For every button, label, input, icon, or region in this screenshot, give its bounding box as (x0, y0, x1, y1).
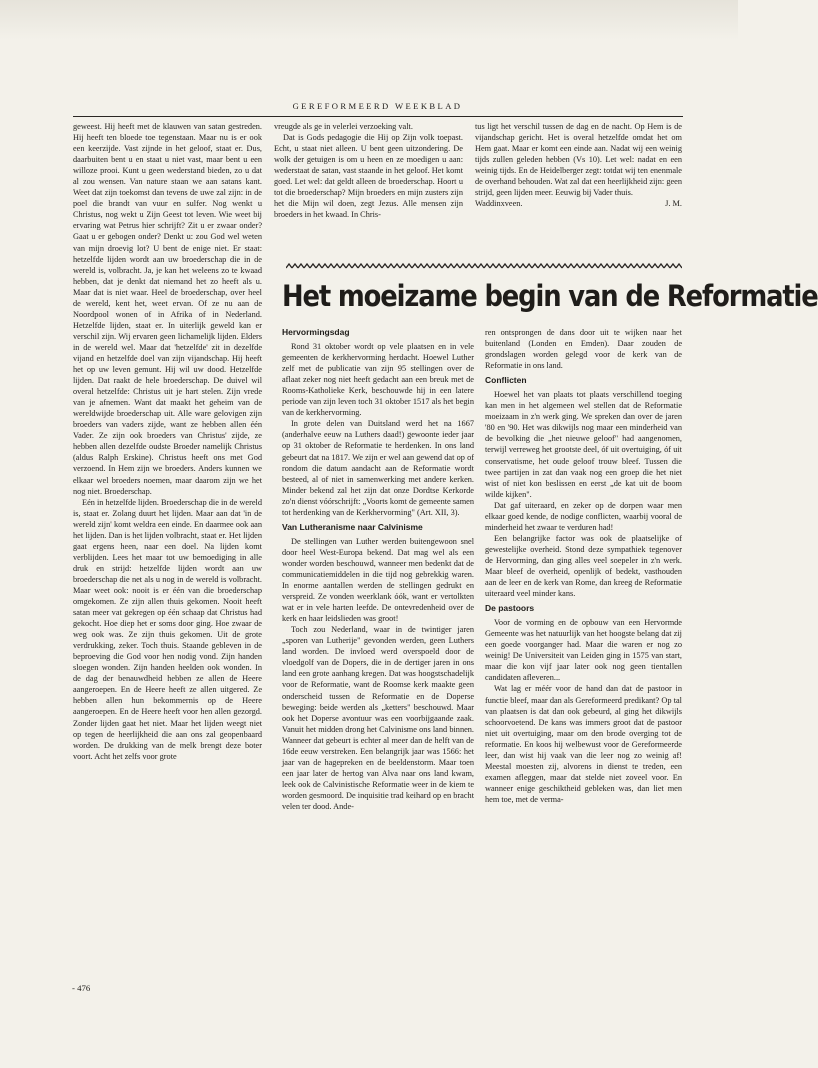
section-heading: De pastoors (485, 603, 535, 614)
paragraph: Rond 31 oktober wordt op vele plaatsen en in vele gemeenten de kerkhervorming herdacht. Hoewel Luther zelf met de publicatie van zijn 95 stellingen over de aflaat zeker nog niet heeft gedacht aan een breuk met de Rooms-Katholieke Kerk, beschouwde hij in een latere periode van zijn leven toch 31 oktober 1517 als het begin van de kerkhervorming. (282, 342, 474, 418)
article-column-right (485, 327, 682, 982)
paragraph: Dat is Gods pedagogie die Hij op Zijn volk toepast. Echt, u staat niet alleen. U bent geen uitzondering. De wolk der getuigen is om u heen en ze moedigen u aan: wederstaat de satan, vast staande in het geloof. Het komt goed. Let wel: dat geldt alleen de broederschap. Hoort u tot die broederschap? Mijn broeders en mijn zusters zijn het die Mijn wil doen, zegt Jezus. Alle mensen zijn broeders in het kwaad. In Chris- (274, 133, 463, 220)
signature-initials: J. M. (665, 199, 682, 209)
section-heading: Hervormingsdag (282, 327, 350, 337)
decorative-separator (286, 262, 682, 270)
paragraph: Eén in hetzelfde lijden. Broederschap die in de wereld is, staat er. Zolang duurt het lijden. Maar aan dat 'in de wereld zijn' komt weldra een einde. En daarmee ook aan het lijden. Dan is het lijden volbracht, staat er. Het lijden gaat ergens heen, naar een doel. Na lijden komt verblijden. Lees het maar tot uw bemoediging in alle druk en strijd: hetzelfde lijden wordt aan uw broederschap die net als u nog in de wereld is volbracht. Maar weet ook: nooit is er één van die broederschap omgekomen. Ze zijn allen thuis gekomen. Nooit heeft satan meer vat gekregen op één schaap dat Christus had gekocht. Hoe diep het er soms door ging. Hoe zwaar de weg ook was. Ze zijn thuis gekomen. Uit de grote verdrukking, zeker. Toch thuis. Staande gebleven in de beproeving die God voor hen nodig vond. Zijn handen sloegen wonden. Zijn handen heelden ook wonden. In de dag der benauwdheid hebben ze allen de Heere aangeroepen. En de Heere heeft ze allen uitgered. Ze hebben allen hun bekommernis op de Heere aangeroepen. En de Heere heeft voor hen allen gezorgd. Zonder lijden gaat het niet. Maar het lijden weegt niet op tegen de heerlijkheid die aan ons zal geopenbaard worden. De drukking van de melk brengt deze boter voort. Acht het zelfs voor grote (73, 497, 262, 761)
column-2-top (274, 121, 463, 256)
paragraph: Wat lag er méér voor de hand dan dat de pastoor in functie bleef, maar dan als Gereformeerd predikant? Op tal van plaatsen is dat dan ook gebeurd, al ging het dikwijls schoorvoetend. De kans was immers groot dat de pastoor niet uit overtuiging, maar om den brode overging tot de reformatie. En koos hij welbewust voor de Gereformeerde leer, dan wist hij vaak van die leer nog zo weinig af! Meestal moesten zij, alvorens in dienst te treden, een examen afleggen, maar dat stelde niet zoveel voor. En wanneer enige geschiktheid gebleken was, dan liet men hem toe, met de verma- (485, 684, 682, 804)
header-rule (73, 116, 683, 117)
article-column-left (282, 327, 474, 982)
paragraph: geweest. Hij heeft met de klauwen van satan gestreden. Hij heeft ten bloede toe tegenstaan. Maar nu is er ook een keerzijde. Vast zijnde in het geloof, staat er. Dus, daarbuiten bent u en staat u niet vast, maar bent u een willoze prooi. Kunt u geen wederstand bieden, zo u dat al zou wensen. Van nature staan we aan satans kant. Weet dat zijn toekomst dan tevens de uwe zal zijn: in de poel die brandt van vuur en sulfer. Nog wenkt u Christus, nog wekt u Zijn Geest tot leven. Wie weet bij ervaring wat Petrus hier schrijft? Zit u er zwaar onder? Gaat u er gebogen onder? Denkt u: zou God wel weten van mijn droevig lot? U bent de enige niet. Er staat: hetzelfde lijden wordt aan uw broederschap die in de wereld is, volbracht. Ja, je kan het weleens zo te kwaad hebben, dat je denkt dat niemand het zo heeft als u. Maar dat is niet waar. Heel de broederschap, over heel de wereld, kent het, weet ervan. Of ze nu aan de Noordpool wonen of in Afrika of in Nederland. Hetzelfde lijden, staat er. In uiterlijk geweld kan er verschil zijn. Wij ervaren geen lichamelijk lijden. Elders in de wereld wel. Maar dat 'hetzelfde' zit in dezelfde vijand en hetzelfde doel van zijn vijandschap. Hij heeft het op uw leven gemunt. Hij wil uw dood. Hetzelfde lijden. Dat raakt de hele broederschap. De duivel wil overal hetzelfde: Christus uit je hart stelen. Zijn vrede van je afnemen. Want dat maakt het geheim van de wereldwijde broederschap uit. Alle ware gelovigen zijn broeders van vaders zijde, want ze hebben allen één Vader. Ze zijn ook broeders van Christus' zijde, ze hebben allen dezelfde oudste Broeder namelijk Christus (aldus Ralph Erskine). Christus heeft ons met God verzoend. In Hem zijn we broeders. Anders kunnen we elkaar wel broeders noemen, maar daarom zijn we het nog niet. Broederschap. (73, 122, 262, 496)
paragraph: Een belangrijke factor was ook de plaatselijke of gewestelijke overheid. Stond deze sympathiek tegenover de Hervorming, dan ging alles veel soepeler in z'n werk. Maar bleef de overheid, openlijk of bedekt, vasthouden aan de leer en de kerk van Rome, dan kreeg de Reformatie uiteraard veel minder kans. (485, 533, 682, 599)
paragraph: In grote delen van Duitsland werd het na 1667 (anderhalve eeuw na Luthers daad!) gewoonte ieder jaar op 31 oktober de Reformatie te herdenken. In ons land gebeurt dat na 1817. We zijn er wel aan gewend dat op of rondom die datum aandacht aan de Reformatie wordt besteed, al of niet in samenwerking met andere kerken. Minder bekend zal het zijn dat onze Dordtse Kerkorde zo'n dienst vóórschrijft: „Voorts komt de gemeente samen tot herdenking van de Kerkhervorming" (Art. XII, 3). (282, 419, 474, 517)
paragraph: Dat gaf uiteraard, en zeker op de dorpen waar men elkaar goed kende, de nodige conflicten, waarbij vooral de minderheid het zwaar te verduren had! (485, 500, 682, 532)
article-title: Het moeizame begin van de Reformatie (282, 279, 818, 313)
paragraph: vreugde als ge in velerlei verzoeking valt. (274, 122, 413, 131)
section-heading: Conflicten (485, 375, 527, 386)
section-heading: Van Lutheranisme naar Calvinisme (282, 521, 423, 532)
paragraph: ren ontsprongen de dans door uit te wijken naar het buitenland (Londen en Emden). Daar zouden de grondslagen worden gelegd voor de kerk van de Reformatie in ons land. (485, 328, 682, 371)
paragraph: De stellingen van Luther werden buitengewoon snel door heel West-Europa bekend. Dat mag wel als een wonder worden beschouwd, wanneer men bedenkt dat de communicatiemiddelen in die tijd nog gebrekkig waren. In enorme aantallen werden de stellingen gedrukt en verspreid. Ze vonden weerklank óók, want er vertolkten wat er in vele harten leefde. De ontevredenheid over de kerk en haar leidslieden was groot! (282, 536, 474, 624)
paragraph: Voor de vorming en de opbouw van een Hervormde Gemeente was het natuurlijk van het hoogste belang dat zij een goede voorganger had. Maar die waren er nog zo weinig! De Universiteit van Leiden ging in 1575 van start, maar die kon vijf jaar later ook nog geen tientallen candidaten afleveren... (485, 618, 682, 683)
column-3-top (475, 121, 682, 256)
running-header: GEREFORMEERD WEEKBLAD (292, 101, 463, 111)
signature-line (475, 198, 682, 209)
paragraph: Toch zou Nederland, waar in de twintiger jaren „sporen van Lutherije" gevonden werden, geen Luthers land worden. De invloed werd overspoeld door de vloedgolf van de Dopers, die in de dertiger jaren in ons land een grote aanhang kregen. Dat was hoogstschadelijk voor de Reformatie, want de Roomse kerk maakte geen onderscheid tussen de Reformatie en de Doperse beweging: beide werden als „ketters" beschouwd. Maar ook het Doperse avontuur was een voorbijgaande zaak. Vanuit het midden drong het Calvinisme ons land binnen. Wanneer dat gebeurt is echter al meer dan de helft van de 16de eeuw verstreken. Een belangrijk jaar was 1566: het jaar van de hagepreken en de beeldenstorm. Maar toen een jaar later de hertog van Alva naar ons land kwam, leek ook de Calvinistische Reformatie weer in de kiem te worden gesmoord. De inquisitie trad keihard op en bracht velen ter dood. Ande- (282, 625, 474, 811)
paragraph: Hoewel het van plaats tot plaats verschillend toeging kan men in het algemeen wel stellen dat de Reformatie moeizaam in z'n werk ging. We spreken dan over de jaren '80 en '90. Het was dikwijls nog maar een minderheid van de bevolking die „het nieuwe geloof" had aangenomen, terwijl verreweg het grootste deel, óf uit overtuiging, óf uit conservatisme, het oude geloof trouw bleef. Tussen die twee partijen in zat dan vaak nog een groep die het niet wist of niet kon beslissen en eerst „de kat uit de boom wilde kijken". (485, 390, 682, 499)
page-number: - 476 (72, 983, 91, 993)
column-1 (73, 121, 262, 977)
signature-place: Waddinxveen. (475, 199, 523, 209)
scan-edge (0, 0, 738, 40)
paragraph: tus ligt het verschil tussen de dag en de nacht. Op Hem is de vijandschap gericht. Het is overal hetzelfde omdat het om Hem gaat. Maar er komt een einde aan. Nadat wij een weinig tijds zullen geleden hebben (Vs 10). Let wel: nadat en een weinig tijds. En de Heidelberger zegt: totdat wij ten enenmale de overhand behouden. Wat zal dat een heerlijkheid zijn: geen strijd, geen lijden meer. Eeuwig bij Vader thuis. (475, 122, 682, 198)
